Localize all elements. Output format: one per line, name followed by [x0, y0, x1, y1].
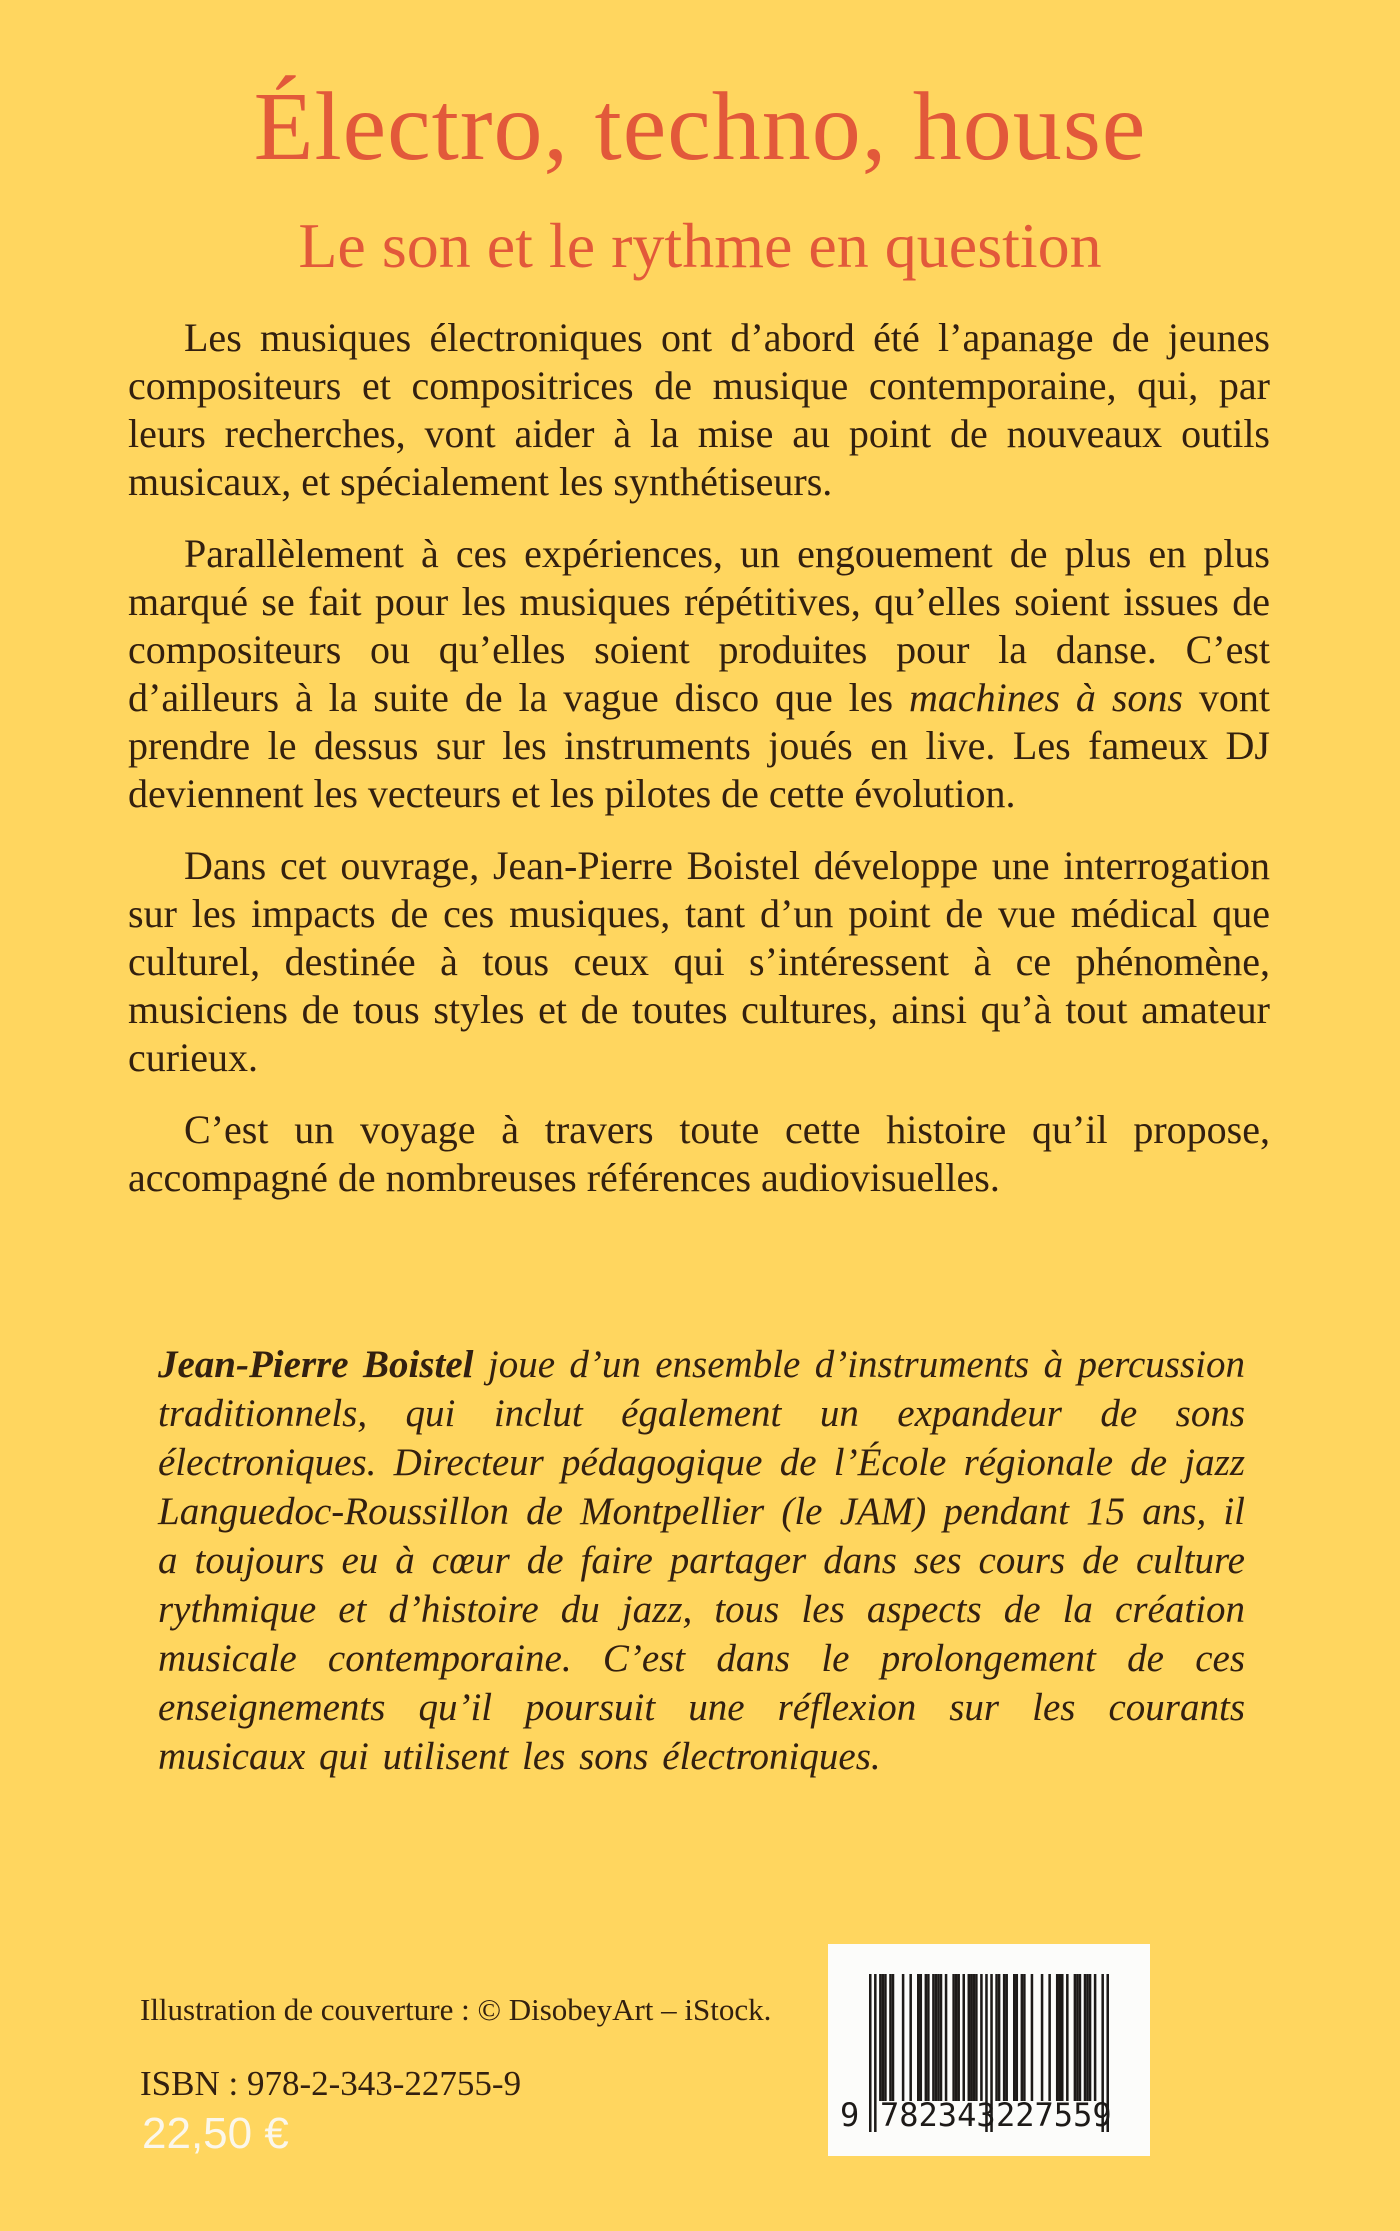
text-segment: machines à sons: [908, 675, 1183, 720]
barcode-digit-group: 9: [840, 2096, 860, 2134]
text-segment: Les musiques électroniques ont d’abord été l’apanage de jeunes compositeurs et compositrices de musique contemporaine, qui, par leurs recherches, vont aider à la mise au point de nouveaux outils musicaux, et spécialement les synthétiseurs.: [128, 315, 1270, 504]
price-label: 22,50 €: [142, 2109, 289, 2158]
text-segment: Parallèlement à ces expériences, un engouement de plus en plus marqué se fait pour les musiques répétitives, qu’elles soient issues de compositeurs ou qu’elles soient produites pour la danse. C’est d’ailleurs à la suite de la vague disco que les: [128, 531, 1270, 720]
barcode-digits: [828, 2096, 1150, 2136]
barcode-digit-group: 782343: [880, 2096, 996, 2134]
barcode: [828, 1944, 1150, 2156]
illustration-credit: Illustration de couverture : © DisobeyArt – iStock.: [140, 1992, 772, 2027]
book-subtitle: Le son et le rythme en question: [298, 210, 1102, 281]
paragraph: [128, 1106, 1270, 1202]
text-segment: C’est un voyage à travers toute cette histoire qu’il propose, accompagné de nombreuses références audiovisuelles.: [128, 1107, 1270, 1200]
paragraph: [128, 530, 1270, 818]
isbn-label: ISBN : 978-2-343-22755-9: [140, 2064, 522, 2103]
paragraph: [128, 842, 1270, 1082]
text-segment: Jean-Pierre Boistel: [158, 1343, 474, 1386]
book-title: Électro, techno, house: [253, 73, 1147, 181]
author-bio: [158, 1340, 1245, 1781]
text-segment: Dans cet ouvrage, Jean-Pierre Boistel développe une interrogation sur les impacts de ces musiques, tant d’un point de vue médical que culturel, destinée à tous ceux qui s’intéressent à ce phénomène, musiciens de tous styles et de toutes cultures, ainsi qu’à tout amateur curieux.: [128, 843, 1270, 1080]
barcode-digit-group: 227559: [996, 2096, 1112, 2134]
text-segment: joue d’un ensemble d’instruments à percussion traditionnels, qui inclut également un expandeur de sons électroniques. Directeur pédagogique de l’École régionale de jazz Languedoc-Roussillon de Montpellier (le JAM) pendant 15 ans, il a toujours eu à cœur de faire partager dans ses cours de culture rythmique et d’histoire du jazz, tous les aspects de la création musicale contemporaine. C’est dans le prolongement de ces enseignements qu’il poursuit une réflexion sur les courants musicaux qui utilisent les sons électroniques.: [158, 1343, 1245, 1778]
synopsis-text: [128, 314, 1270, 1226]
paragraph: [158, 1340, 1245, 1781]
text-segment: vont prendre le dessus sur les instruments joués en live. Les fameux DJ deviennent les vecteurs et les pilotes de cette évolution.: [128, 675, 1270, 816]
paragraph: [128, 314, 1270, 506]
